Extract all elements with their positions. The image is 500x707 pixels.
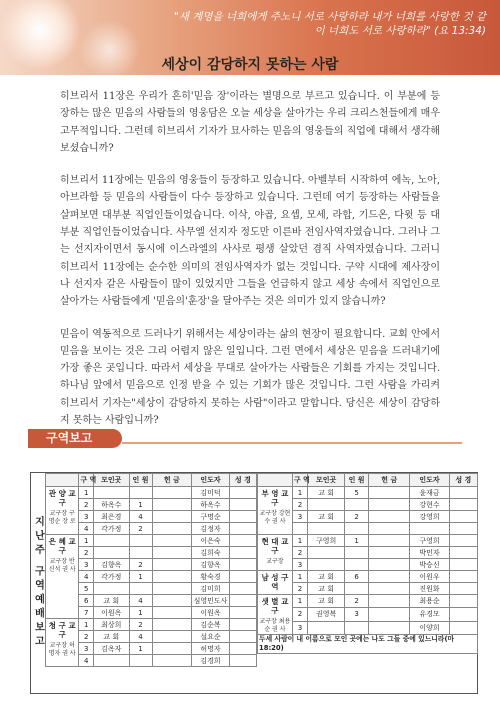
table-cell: 3 [292, 621, 307, 634]
table-cell: 5 [345, 487, 369, 499]
table-cell: 3 [345, 608, 369, 621]
table-cell: 2 [292, 583, 307, 595]
table-cell: 김희숙 [192, 547, 230, 559]
table-cell: 교 회 [308, 511, 345, 523]
column-header: 성 경 [229, 474, 256, 487]
table-cell: 구영희 [410, 535, 449, 547]
table-cell [369, 608, 410, 621]
district-leader: 교구장 강현수 권 사 [259, 510, 291, 525]
table-cell [449, 608, 477, 621]
table-cell [152, 535, 192, 547]
report-table-container [30, 472, 478, 694]
table-cell: 이원옥 [94, 607, 130, 619]
table-cell [449, 595, 477, 608]
table-cell: 4 [79, 571, 94, 583]
table-cell: 설요순 [192, 631, 230, 643]
table-cell [345, 547, 369, 559]
table-cell: 김미덕 [192, 487, 230, 499]
table-cell: 최은경 [94, 511, 130, 523]
table-cell [152, 607, 192, 619]
column-header: 인 원 [345, 474, 369, 487]
district-leader: 교구장 허명자 권 사 [48, 642, 76, 657]
table-cell: 하옥수 [192, 499, 230, 511]
table-cell: 이은숙 [192, 535, 230, 547]
table-cell: 1 [292, 571, 307, 583]
table-cell: 2 [79, 499, 94, 511]
table-cell: 2 [79, 631, 94, 643]
table-cell: 4 [129, 595, 152, 607]
table-row [46, 487, 257, 499]
table-cell: 5 [79, 583, 94, 595]
table-cell [345, 583, 369, 595]
table-cell: 1 [129, 571, 152, 583]
column-header: 인도자 [192, 474, 230, 487]
table-cell [308, 523, 345, 535]
table-cell: 하옥수 [94, 499, 130, 511]
table-cell: 구영희 [308, 535, 345, 547]
sidebar-label-text: 지난주 구역예배보고 [32, 516, 44, 650]
table-cell: 교 회 [308, 487, 345, 499]
district-name: 현 대 교 구 [261, 537, 289, 555]
table-cell [308, 559, 345, 571]
table-cell: 1 [79, 487, 94, 499]
report-table-left [45, 473, 257, 667]
table-cell [152, 559, 192, 571]
header-blank [258, 474, 293, 487]
table-cell: 교 회 [308, 583, 345, 595]
district-cell [258, 535, 293, 571]
table-cell [369, 595, 410, 608]
table-row [258, 535, 478, 547]
column-header: 모인곳 [308, 474, 345, 487]
table-cell: 구명순 [192, 511, 230, 523]
table-cell [229, 547, 256, 559]
table-cell [129, 535, 152, 547]
table-cell: 윤재금 [410, 487, 449, 499]
district-name: 관 양 교 구 [48, 489, 76, 507]
table-cell [152, 619, 192, 631]
header-blank [46, 474, 79, 487]
column-header: 인도자 [410, 474, 449, 487]
table-cell [94, 547, 130, 559]
table-cell: 4 [129, 631, 152, 643]
column-header: 성 경 [449, 474, 477, 487]
table-cell: 1 [292, 595, 307, 608]
table-cell [152, 655, 192, 667]
table-cell: 강영희 [410, 511, 449, 523]
table-cell: 김미희 [192, 583, 230, 595]
table-cell [229, 511, 256, 523]
table-cell [369, 511, 410, 523]
table-cell [449, 511, 477, 523]
table-cell: 교 회 [94, 595, 130, 607]
district-cell [258, 487, 293, 535]
table-cell: 황숙경 [192, 571, 230, 583]
table-cell [410, 523, 449, 535]
table-cell [229, 499, 256, 511]
table-cell [369, 583, 410, 595]
district-cell [46, 535, 79, 619]
table-cell [369, 571, 410, 583]
table-cell [229, 607, 256, 619]
table-cell [229, 595, 256, 607]
table-cell: 권영복 [308, 608, 345, 621]
district-name: 청 구 교 구 [48, 621, 76, 639]
table-header-row [46, 474, 257, 487]
table-cell [152, 547, 192, 559]
district-cell [46, 619, 79, 667]
district-name: 은 혜 교 구 [48, 537, 76, 555]
table-cell [94, 535, 130, 547]
table-row [258, 571, 478, 583]
table-cell: 1 [79, 619, 94, 631]
table-cell [129, 487, 152, 499]
sermon-body [60, 88, 440, 444]
table-cell [449, 487, 477, 499]
table-cell [152, 631, 192, 643]
table-cell: 교 회 [308, 595, 345, 608]
district-leader: 교구장 [266, 558, 284, 565]
table-cell: 1 [292, 535, 307, 547]
table-cell [449, 621, 477, 634]
table-cell [345, 621, 369, 634]
table-cell [449, 547, 477, 559]
table-cell [152, 571, 192, 583]
table-cell [369, 559, 410, 571]
table-cell: 각가정 [94, 571, 130, 583]
table-cell [308, 499, 345, 511]
table-cell: 1 [79, 535, 94, 547]
table-cell [152, 595, 192, 607]
district-cell [46, 487, 79, 535]
table-cell: 6 [345, 571, 369, 583]
table-cell: 3 [292, 511, 307, 523]
table-cell [152, 487, 192, 499]
table-cell [229, 487, 256, 499]
column-header: 구 역 [79, 474, 94, 487]
district-cell [258, 595, 293, 635]
table-cell [369, 547, 410, 559]
table-cell [152, 643, 192, 655]
table-cell [94, 487, 130, 499]
table-cell: 김옥자 [94, 643, 130, 655]
paragraph-1: 히브리서 11장은 우리가 흔히'믿음 장'이라는 별명으로 부르고 있습니다. 이 부분에 등장하는 많은 믿음의 사람들의 영웅담은 오늘 세상을 살아가는 우리 크리스천들에게 매우 고무적입니다. 그런데 히브리서 기자가 묘사하는 믿음의 영웅들의 직업에 대해서 생각해 보셨습니까? [60, 91, 440, 154]
district-name: 샛 별 교 구 [261, 597, 289, 615]
district-name: 남 성 구 역 [261, 573, 289, 591]
table-cell: 김순복 [192, 619, 230, 631]
table-cell: 2 [79, 547, 94, 559]
table-cell: 1 [129, 499, 152, 511]
table-cell: 2 [345, 595, 369, 608]
table-cell: 김경희 [192, 655, 230, 667]
table-cell [369, 487, 410, 499]
section-heading: 구역보고 [28, 429, 122, 448]
paragraph-2: 히브리서 11장에는 믿음의 영웅들이 등장하고 있습니다. 아벨부터 시작하여 에녹, 노아, 아브라함 등 믿음의 사람들이 다수 등장하고 있습니다. 그런데 여기 등장하는 사람들을 살펴보면 대부분 직업인들이었습니다. 이삭, 야곱, 요셉, 모세, 라합, 기드온, 다윗 등 대부분 직업인들이었습니다. 사무엘 선지자 정도만 이른바 전임사역자였습니다. 그러나 그는 선지자이면서 동시에 이스라엘의 사사로 평생 살았던 겸직 사역자였습니다. 그러니 히브리서 11장에는 순수한 의미의 전임사역자가 없는 것입니다. 구약 시대에 제사장이나 선지자 같은 사람들이 많이 있었지만 그들을 언급하지 않고 세상 속에서 직업인으로 살아가는 사람들에게 '믿음의'훈장'을 달아주는 것은 의미가 있지 않습니까? [60, 175, 440, 308]
table-cell [129, 655, 152, 667]
table-cell: 최용순 [410, 595, 449, 608]
table-cell: 2 [129, 559, 152, 571]
table-header-row [258, 474, 478, 487]
table-cell: 이양희 [410, 621, 449, 634]
section-divider [122, 442, 462, 444]
table-cell: 1 [129, 643, 152, 655]
table-cell: 3 [292, 559, 307, 571]
report-sidebar-label [31, 473, 45, 693]
banner-verse: "새 계명을 너희에게 주노니 서로 사랑하라 내가 너희를 사랑한 것 같이 너희도 서로 사랑하라" (요 13:34) [173, 11, 486, 37]
table-cell [369, 523, 410, 535]
table-cell [152, 583, 192, 595]
table-cell: 박민자 [410, 547, 449, 559]
table-cell: 교 회 [308, 571, 345, 583]
district-name: 부 영 교 구 [261, 489, 289, 507]
table-cell: 김향옥 [94, 559, 130, 571]
table-row [46, 619, 257, 631]
table-cell [308, 621, 345, 634]
column-header: 헌 금 [152, 474, 192, 487]
table-cell [292, 523, 307, 535]
table-cell: 7 [79, 607, 94, 619]
table-cell [229, 571, 256, 583]
table-cell [449, 583, 477, 595]
report-table-right [257, 473, 478, 654]
district-leader: 교구장 최용순 권 사 [259, 618, 291, 633]
table-cell: 4 [79, 523, 94, 535]
table-cell: 2 [345, 511, 369, 523]
table-cell: 진원화 [410, 583, 449, 595]
table-cell: 1 [292, 487, 307, 499]
column-header: 헌 금 [369, 474, 410, 487]
table-cell [449, 571, 477, 583]
table-cell [129, 547, 152, 559]
table-cell [345, 559, 369, 571]
table-cell [94, 655, 130, 667]
table-cell: 심영민도사 [193, 596, 228, 605]
table-cell [94, 583, 130, 595]
table-cell [229, 583, 256, 595]
column-header: 모인곳 [94, 474, 130, 487]
table-cell: 2 [292, 608, 307, 621]
page-title: 세상이 감당하지 못하는 사람 [161, 57, 339, 73]
table-cell [308, 547, 345, 559]
table-cell [449, 499, 477, 511]
table-cell [449, 535, 477, 547]
table-row [258, 595, 478, 608]
table-cell [345, 523, 369, 535]
district-cell [258, 571, 293, 595]
table-note-row [258, 635, 478, 654]
table-cell [152, 499, 192, 511]
table-cell: 3 [79, 559, 94, 571]
table-cell [229, 643, 256, 655]
table-cell: 강현수 [410, 499, 449, 511]
table-cell [449, 559, 477, 571]
table-cell: 3 [79, 511, 94, 523]
table-cell [229, 655, 256, 667]
table-cell: 3 [79, 643, 94, 655]
table-cell: 김향옥 [192, 559, 230, 571]
table-row [46, 535, 257, 547]
column-header: 구 역 [292, 474, 307, 487]
table-cell [369, 621, 410, 634]
table-cell: 1 [129, 607, 152, 619]
table-cell [229, 559, 256, 571]
table-cell: 이원우 [410, 571, 449, 583]
table-cell: 이원옥 [192, 607, 230, 619]
table-cell: 허명자 [192, 643, 230, 655]
table-cell: 2 [129, 523, 152, 535]
table-cell: 2 [292, 499, 307, 511]
table-cell [152, 523, 192, 535]
table-cell [152, 511, 192, 523]
table-cell [229, 619, 256, 631]
column-header: 인 원 [129, 474, 152, 487]
table-cell: 박승신 [410, 559, 449, 571]
table-cell [229, 523, 256, 535]
table-cell [345, 499, 369, 511]
table-cell [229, 535, 256, 547]
table-cell [229, 631, 256, 643]
table-cell: 1 [345, 535, 369, 547]
scripture-note: 두세 사람이 내 이름으로 모인 곳에는 나도 그들 중에 있느니라(마 18:20) [258, 635, 478, 654]
table-cell [369, 499, 410, 511]
table-cell: 최상희 [94, 619, 130, 631]
table-cell: 4 [129, 511, 152, 523]
table-cell [129, 583, 152, 595]
table-cell: 2 [129, 619, 152, 631]
table-cell [449, 523, 477, 535]
table-cell: 6 [79, 595, 94, 607]
paragraph-3: 믿음이 역동적으로 드러나기 위해서는 세상이라는 삶의 현장이 필요합니다. 교회 안에서 믿음을 보이는 것은 그리 어렵지 않은 일입니다. 그런 면에서 세상은 믿음을 드러내기에 가장 좋은 곳입니다. 따라서 세상을 무대로 살아가는 사람들은 기회를 가지는 것입니다. 하나님 앞에서 믿음으로 인정 받을 수 있는 기회가 많은 것입니다. 그런 사람을 가리켜 히브리서 기자는"세상이 감당하지 못하는 사람"이라고 말합니다. 당신은 세상이 감당하지 못하는 사람입니까? [60, 328, 440, 427]
table-cell: 2 [292, 547, 307, 559]
table-cell: 김정자 [192, 523, 230, 535]
table-row [258, 487, 478, 499]
table-cell: 교 회 [94, 631, 130, 643]
table-cell: 유경모 [410, 608, 449, 621]
table-cell: 4 [79, 655, 94, 667]
district-leader: 교구장 구명순 장 로 [48, 510, 76, 525]
table-cell [369, 535, 410, 547]
district-leader: 교구장 반신석 권 사 [48, 558, 76, 573]
table-cell: 각가정 [94, 523, 130, 535]
